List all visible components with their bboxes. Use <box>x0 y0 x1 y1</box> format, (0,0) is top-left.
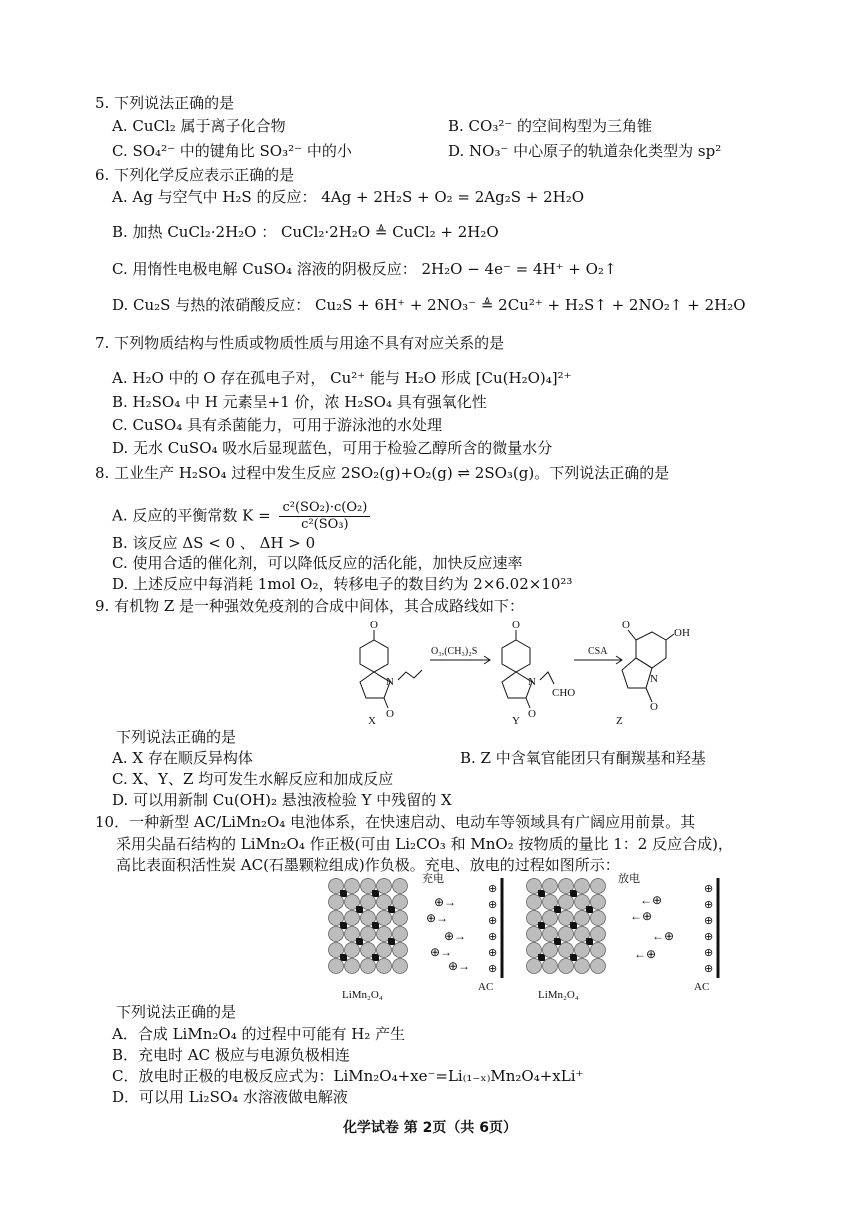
mn-site <box>372 890 379 897</box>
mn-site <box>372 954 379 961</box>
adsorbed-ion: ⊕ <box>488 931 498 943</box>
lattice-particle <box>393 895 408 910</box>
q8-option-d: D. 上述反应中每消耗 1mol O₂，转移电子的数目约为 2×6.02×10²³ <box>112 575 573 593</box>
battery-charge-discharge-diagram <box>322 872 742 1002</box>
q8-option-a <box>112 500 370 533</box>
discharge-label: 放电 <box>618 873 640 885</box>
li-ion-arrow: ⊕→ <box>444 929 467 943</box>
lattice-particle <box>361 959 376 974</box>
q6-option-a: A. Ag 与空气中 H₂S 的反应： 4Ag + 2H₂S + O₂ = 2Ag₂S + 2H₂O <box>112 188 585 206</box>
mn-site <box>372 922 379 929</box>
lattice-particle <box>527 927 542 942</box>
lattice-particle <box>377 943 392 958</box>
q10-stem-line2: 采用尖晶石结构的 LiMn₂O₄ 作正极(可由 Li₂CO₃ 和 MnO₂ 按物质的量比 1：2 反应合成)， <box>116 835 733 853</box>
lattice-particle <box>559 895 574 910</box>
q7-stem: 7. 下列物质结构与性质或物质性质与用途不具有对应关系的是 <box>95 334 505 352</box>
q10-prompt: 下列说法正确的是 <box>116 1003 237 1021</box>
x-ketone-o: O <box>370 619 378 631</box>
q8-option-b: B. 该反应 ΔS < 0 、 ΔH > 0 <box>112 534 316 552</box>
q10-stem-line3: 高比表面积活性炭 AC(石墨颗粒组成)作负极。充电、放电的过程如图所示： <box>116 856 620 874</box>
li-ion-arrow: ⊕→ <box>434 895 457 909</box>
adsorbed-ion: ⊕ <box>488 947 498 959</box>
q6-stem: 6. 下列化学反应表示正确的是 <box>95 166 295 184</box>
q6-option-d: D. Cu₂S 与热的浓硝酸反应： Cu₂S + 6H⁺ + 2NO₃⁻ ≜ 2Cu²⁺ + H₂S↑ + 2NO₂↑ + 2H₂O <box>112 296 746 314</box>
q6-option-b: B. 加热 CuCl₂·2H₂O ： CuCl₂·2H₂O ≜ CuCl₂ + 2H₂O <box>112 223 499 241</box>
lattice-particle <box>575 911 590 926</box>
x-n-atom: N <box>386 676 394 688</box>
mn-site <box>356 906 363 913</box>
q7-option-d: D. 无水 CuSO₄ 吸水后显现蓝色，可用于检验乙醇所含的微量水分 <box>112 439 553 457</box>
lattice-particle <box>543 943 558 958</box>
lattice-particle <box>527 895 542 910</box>
lattice-particle <box>591 959 606 974</box>
q5-option-d: D. NO₃⁻ 中心原子的轨道杂化类型为 sp² <box>448 142 722 160</box>
lattice-particle <box>591 895 606 910</box>
lattice-particle <box>393 943 408 958</box>
ac-label-right: AC <box>694 981 710 993</box>
q9-option-d: D. 可以用新制 Cu(OH)₂ 悬浊液检验 Y 中残留的 X <box>112 791 452 809</box>
q9-stem: 9. 有机物 Z 是一种强效免疫剂的合成中间体，其合成路线如下： <box>95 597 525 615</box>
lattice-particle <box>329 895 344 910</box>
q10-option-a: A．合成 LiMn₂O₄ 的过程中可能有 H₂ 产生 <box>112 1025 406 1043</box>
adsorbed-ion: ⊕ <box>488 915 498 927</box>
equilibrium-fraction <box>279 500 370 533</box>
lattice-particle <box>361 927 376 942</box>
q10-stem-line1: 10．一种新型 AC/LiMn₂O₄ 电池体系，在快速启动、电动车等领域具有广阔应用前景。其 <box>95 813 696 831</box>
lattice-particle <box>345 879 360 894</box>
adsorbed-ion: ⊕ <box>704 899 714 911</box>
fraction-denominator: c²(SO₃) <box>301 517 349 532</box>
lattice-particle <box>575 959 590 974</box>
q7-option-c: C. CuSO₄ 具有杀菌能力，可用于游泳池的水处理 <box>112 416 442 434</box>
lattice-particle <box>329 959 344 974</box>
mn-site <box>554 906 561 913</box>
lattice-particle <box>559 927 574 942</box>
mn-site <box>586 938 593 945</box>
lattice-particle <box>591 911 606 926</box>
y-lactam-o: O <box>528 708 536 720</box>
lattice-particle <box>591 943 606 958</box>
q5-option-b: B. CO₃²⁻ 的空间构型为三角锥 <box>448 117 653 135</box>
mn-site <box>538 922 545 929</box>
adsorbed-ion: ⊕ <box>704 947 714 959</box>
adsorbed-ion: ⊕ <box>488 963 498 975</box>
charge-label: 充电 <box>422 873 444 885</box>
reagent-1: O₃,(CH₃)₂S <box>431 646 478 657</box>
li-ion-arrow: ←⊕ <box>630 909 653 923</box>
q5-stem: 5. 下列说法正确的是 <box>95 94 235 112</box>
molecule-z <box>616 619 690 724</box>
q6-option-c: C. 用惰性电极电解 CuSO₄ 溶液的阴极反应： 2H₂O − 4e⁻ = 4H⁺ + O₂↑ <box>112 260 617 278</box>
mn-site <box>340 922 347 929</box>
mn-site <box>340 954 347 961</box>
adsorbed-ion: ⊕ <box>704 963 714 975</box>
lattice-particle <box>329 927 344 942</box>
label-x: X <box>368 715 376 724</box>
x-lactam-o: O <box>386 708 394 720</box>
q8-option-a-prefix: A. 反应的平衡常数 K = <box>112 506 271 525</box>
z-n-atom: N <box>650 673 658 685</box>
li-ion-arrow: ←⊕ <box>652 929 675 943</box>
mn-site <box>570 922 577 929</box>
mn-site <box>570 890 577 897</box>
lattice-particle <box>393 879 408 894</box>
q7-option-b: B. H₂SO₄ 中 H 元素呈+1 价，浓 H₂SO₄ 具有强氧化性 <box>112 393 487 411</box>
ac-label-left: AC <box>478 981 494 993</box>
adsorbed-ion: ⊕ <box>488 883 498 895</box>
lattice-particle <box>345 959 360 974</box>
lattice-particle <box>591 927 606 942</box>
z-ketone-o: O <box>622 619 630 631</box>
label-z: Z <box>616 715 623 724</box>
li-ion-arrow: ←⊕ <box>634 947 657 961</box>
mn-site <box>340 890 347 897</box>
limn-label-right: LiMn₂O₄ <box>538 989 579 1001</box>
q8-option-c: C. 使用合适的催化剂，可以降低反应的活化能，加快反应速率 <box>112 554 523 572</box>
lattice-particle <box>345 943 360 958</box>
q9-option-a: A. X 存在顺反异构体 <box>112 749 253 767</box>
lattice-particle <box>345 911 360 926</box>
q10-option-b: B．充电时 AC 极应与电源负极相连 <box>112 1046 350 1064</box>
lattice-particle <box>527 959 542 974</box>
adsorbed-ion: ⊕ <box>488 899 498 911</box>
lattice-particle <box>543 879 558 894</box>
adsorbed-ion: ⊕ <box>704 883 714 895</box>
mn-site <box>554 938 561 945</box>
q9-prompt: 下列说法正确的是 <box>116 728 237 746</box>
lattice-particle <box>393 911 408 926</box>
z-lactam-o: O <box>650 701 658 713</box>
q10-option-d: D．可以用 Li₂SO₄ 水溶液做电解液 <box>112 1088 348 1106</box>
label-y: Y <box>512 715 520 724</box>
lattice-particle <box>543 911 558 926</box>
molecule-y <box>502 619 575 724</box>
li-ion-arrow: ⊕→ <box>430 945 453 959</box>
reagent-2: CSA <box>588 646 608 657</box>
y-aldehyde: CHO <box>552 687 576 699</box>
limn-label-left: LiMn₂O₄ <box>342 989 383 1001</box>
adsorbed-ion: ⊕ <box>704 931 714 943</box>
lattice-particle <box>393 927 408 942</box>
lattice-particle <box>559 959 574 974</box>
q8-stem: 8. 工业生产 H₂SO₄ 过程中发生反应 2SO₂(g)+O₂(g) ⇌ 2SO₃(g)。下列说法正确的是 <box>95 464 670 482</box>
y-ketone-o: O <box>512 619 520 631</box>
lattice-discharge <box>527 879 606 974</box>
lattice-particle <box>543 959 558 974</box>
mn-site <box>388 906 395 913</box>
page-footer: 化学试卷 第 2页（共 6页） <box>342 1120 518 1136</box>
q9-option-b: B. Z 中含氧官能团只有酮羰基和羟基 <box>460 749 706 767</box>
lattice-particle <box>361 895 376 910</box>
q10-option-c: C．放电时正极的电极反应式为：LiMn₂O₄+xe⁻=Li₍₁₋ₓ₎Mn₂O₄+xLi⁺ <box>112 1067 584 1085</box>
synthesis-route-diagram <box>340 612 720 724</box>
mn-site <box>538 890 545 897</box>
lattice-particle <box>377 911 392 926</box>
q5-option-a: A. CuCl₂ 属于离子化合物 <box>112 117 286 135</box>
lattice-charge <box>329 879 408 974</box>
lattice-particle <box>393 959 408 974</box>
adsorbed-ion: ⊕ <box>704 915 714 927</box>
y-n-atom: N <box>528 676 536 688</box>
lattice-particle <box>591 879 606 894</box>
mn-site <box>388 938 395 945</box>
lattice-particle <box>377 959 392 974</box>
q5-option-c: C. SO₄²⁻ 中的键角比 SO₃²⁻ 中的小 <box>112 142 352 160</box>
lattice-particle <box>575 879 590 894</box>
li-ion-arrow: ←⊕ <box>640 893 663 907</box>
mn-site <box>586 906 593 913</box>
mn-site <box>356 938 363 945</box>
z-hydroxyl: OH <box>674 627 690 639</box>
li-ion-arrow: ⊕→ <box>448 959 471 973</box>
molecule-x <box>360 619 422 724</box>
li-ion-arrow: ⊕→ <box>426 911 449 925</box>
q9-option-c: C. X、Y、Z 均可发生水解反应和加成反应 <box>112 770 394 788</box>
q7-option-a: A. H₂O 中的 O 存在孤电子对， Cu²⁺ 能与 H₂O 形成 [Cu(H₂O)₄]²⁺ <box>112 369 572 387</box>
mn-site <box>570 954 577 961</box>
lattice-particle <box>377 879 392 894</box>
lattice-particle <box>575 943 590 958</box>
mn-site <box>538 954 545 961</box>
fraction-numerator: c²(SO₂)·c(O₂) <box>279 500 370 517</box>
